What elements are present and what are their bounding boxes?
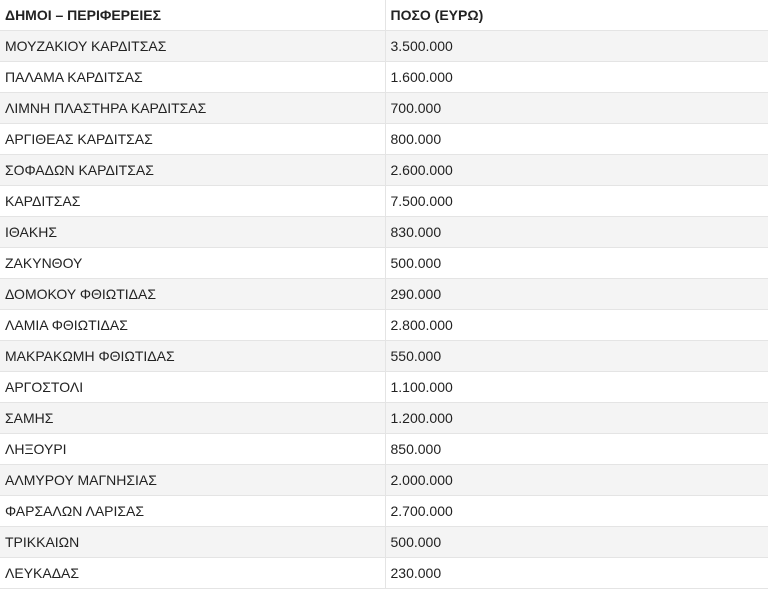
table-row: [0, 123, 768, 154]
municipality-cell: ΤΡΙΚΚΑΙΩΝ: [0, 526, 385, 557]
municipality-cell: ΙΘΑΚΗΣ: [0, 216, 385, 247]
table-row: [0, 526, 768, 557]
table-row: [0, 557, 768, 588]
table-row: [0, 278, 768, 309]
table-row: [0, 185, 768, 216]
amount-cell: 830.000: [385, 216, 768, 247]
amount-cell: 700.000: [385, 92, 768, 123]
table-row: [0, 30, 768, 61]
table-row: [0, 309, 768, 340]
table-row: [0, 92, 768, 123]
table-row: [0, 216, 768, 247]
municipality-cell: ΠΑΛΑΜΑ ΚΑΡΔΙΤΣΑΣ: [0, 61, 385, 92]
amount-cell: 7.500.000: [385, 185, 768, 216]
municipality-cell: ΜΑΚΡΑΚΩΜΗ ΦΘΙΩΤΙΔΑΣ: [0, 340, 385, 371]
municipality-cell: ΖΑΚΥΝΘΟΥ: [0, 247, 385, 278]
column-header-amount: ΠΟΣΟ (ΕΥΡΩ): [385, 0, 768, 30]
municipality-cell: ΛΙΜΝΗ ΠΛΑΣΤΗΡΑ ΚΑΡΔΙΤΣΑΣ: [0, 92, 385, 123]
amount-cell: 550.000: [385, 340, 768, 371]
amount-cell: 1.200.000: [385, 402, 768, 433]
municipality-cell: ΑΛΜΥΡΟΥ ΜΑΓΝΗΣΙΑΣ: [0, 464, 385, 495]
table-row: [0, 61, 768, 92]
municipality-cell: ΦΑΡΣΑΛΩΝ ΛΑΡΙΣΑΣ: [0, 495, 385, 526]
municipality-cell: ΜΟΥΖΑΚΙΟΥ ΚΑΡΔΙΤΣΑΣ: [0, 30, 385, 61]
amount-cell: 500.000: [385, 526, 768, 557]
amount-cell: 230.000: [385, 557, 768, 588]
amount-cell: 500.000: [385, 247, 768, 278]
municipality-cell: ΛΑΜΙΑ ΦΘΙΩΤΙΔΑΣ: [0, 309, 385, 340]
municipality-cell: ΛΕΥΚΑΔΑΣ: [0, 557, 385, 588]
amount-cell: 290.000: [385, 278, 768, 309]
municipality-cell: ΚΑΡΔΙΤΣΑΣ: [0, 185, 385, 216]
amount-cell: 2.700.000: [385, 495, 768, 526]
amount-cell: 1.600.000: [385, 61, 768, 92]
table-row: [0, 402, 768, 433]
municipality-cell: ΣΑΜΗΣ: [0, 402, 385, 433]
municipality-cell: ΑΡΓΟΣΤΟΛΙ: [0, 371, 385, 402]
amount-cell: 2.600.000: [385, 154, 768, 185]
table-row: [0, 340, 768, 371]
amount-cell: 1.100.000: [385, 371, 768, 402]
municipality-cell: ΔΟΜΟΚΟΥ ΦΘΙΩΤΙΔΑΣ: [0, 278, 385, 309]
table-row: [0, 247, 768, 278]
municipality-cell: ΛΗΞΟΥΡΙ: [0, 433, 385, 464]
table-row: [0, 371, 768, 402]
amount-cell: 800.000: [385, 123, 768, 154]
table-header-row: [0, 0, 768, 30]
amount-cell: 2.000.000: [385, 464, 768, 495]
table-body: [0, 30, 768, 588]
municipality-cell: ΑΡΓΙΘΕΑΣ ΚΑΡΔΙΤΣΑΣ: [0, 123, 385, 154]
table-row: [0, 464, 768, 495]
column-header-municipality: ΔΗΜΟΙ – ΠΕΡΙΦΕΡΕΙΕΣ: [0, 0, 385, 30]
amount-cell: 850.000: [385, 433, 768, 464]
amount-cell: 2.800.000: [385, 309, 768, 340]
municipality-cell: ΣΟΦΑΔΩΝ ΚΑΡΔΙΤΣΑΣ: [0, 154, 385, 185]
table-row: [0, 154, 768, 185]
table-row: [0, 433, 768, 464]
amount-cell: 3.500.000: [385, 30, 768, 61]
table-row: [0, 495, 768, 526]
